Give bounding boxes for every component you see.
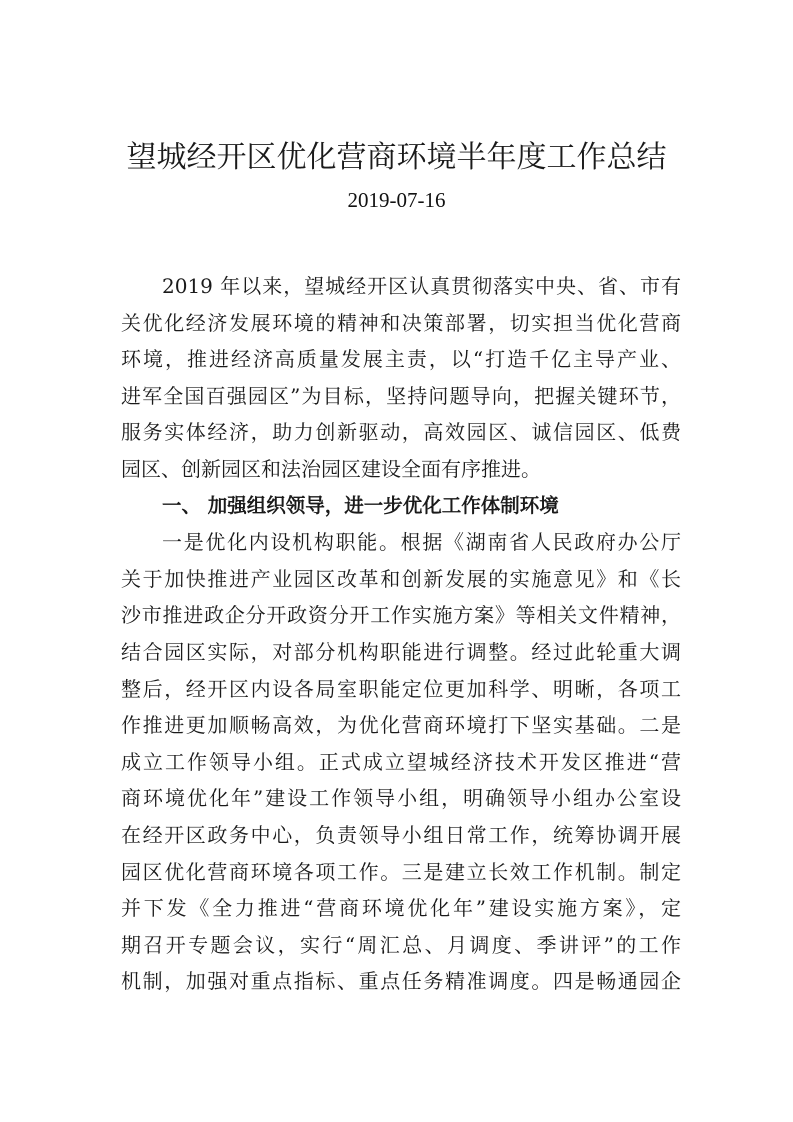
paragraph-intro — [121, 268, 681, 488]
document-title: 望城经开区优化营商环境半年度工作总结 — [126, 140, 667, 175]
text-line: 期召开专题会议，实行“周汇总、月调度、季讲评”的工作 — [121, 932, 681, 957]
document-date: 2019-07-16 — [347, 188, 446, 212]
text-line: 沙市推进政企分开政资分开工作实施方案》等相关文件精神， — [121, 603, 681, 628]
text-line: 在经开区政务中心，负责领导小组日常工作，统筹协调开展 — [121, 822, 681, 847]
document-body — [121, 268, 681, 1000]
text-line: 商环境优化年”建设工作领导小组，明确领导小组办公室设 — [121, 786, 681, 811]
text-line: 一是优化内设机构职能。根据《湖南省人民政府办公厅 — [162, 530, 681, 555]
text-line: 结合园区实际，对部分机构职能进行调整。经过此轮重大调 — [121, 639, 681, 664]
text-line: 整后，经开区内设各局室职能定位更加科学、明晰，各项工 — [121, 676, 681, 701]
text-line: 2019 年以来，望城经开区认真贯彻落实中央、省、市有 — [162, 274, 681, 298]
text-line: 园区、创新园区和法治园区建设全面有序推进。 — [121, 456, 541, 481]
text-line: 环境，推进经济高质量发展主责，以“打造千亿主导产业、 — [121, 347, 681, 372]
text-line: 服务实体经济，助力创新驱动，高效园区、诚信园区、低费 — [121, 420, 681, 445]
text-line: 机制，加强对重点指标、重点任务精准调度。四是畅通园企 — [121, 969, 681, 994]
text-line: 关于加快推进产业园区改革和创新发展的实施意见》和《长 — [121, 566, 681, 591]
section-heading: 一、 加强组织领导，进一步优化工作体制环境 — [162, 493, 559, 517]
text-line: 成立工作领导小组。正式成立望城经济技术开发区推进“营 — [121, 749, 681, 774]
paragraph-section1 — [121, 524, 681, 1000]
text-line: 作推进更加顺畅高效，为优化营商环境打下坚实基础。二是 — [121, 713, 681, 738]
text-line: 进军全国百强园区”为目标，坚持问题导向，把握关键环节， — [121, 383, 681, 408]
text-line: 园区优化营商环境各项工作。三是建立长效工作机制。制定 — [121, 859, 681, 884]
text-line: 关优化经济发展环境的精神和决策部署，切实担当优化营商 — [121, 310, 681, 335]
text-line: 并下发《全力推进“营商环境优化年”建设实施方案》，定 — [121, 896, 681, 921]
